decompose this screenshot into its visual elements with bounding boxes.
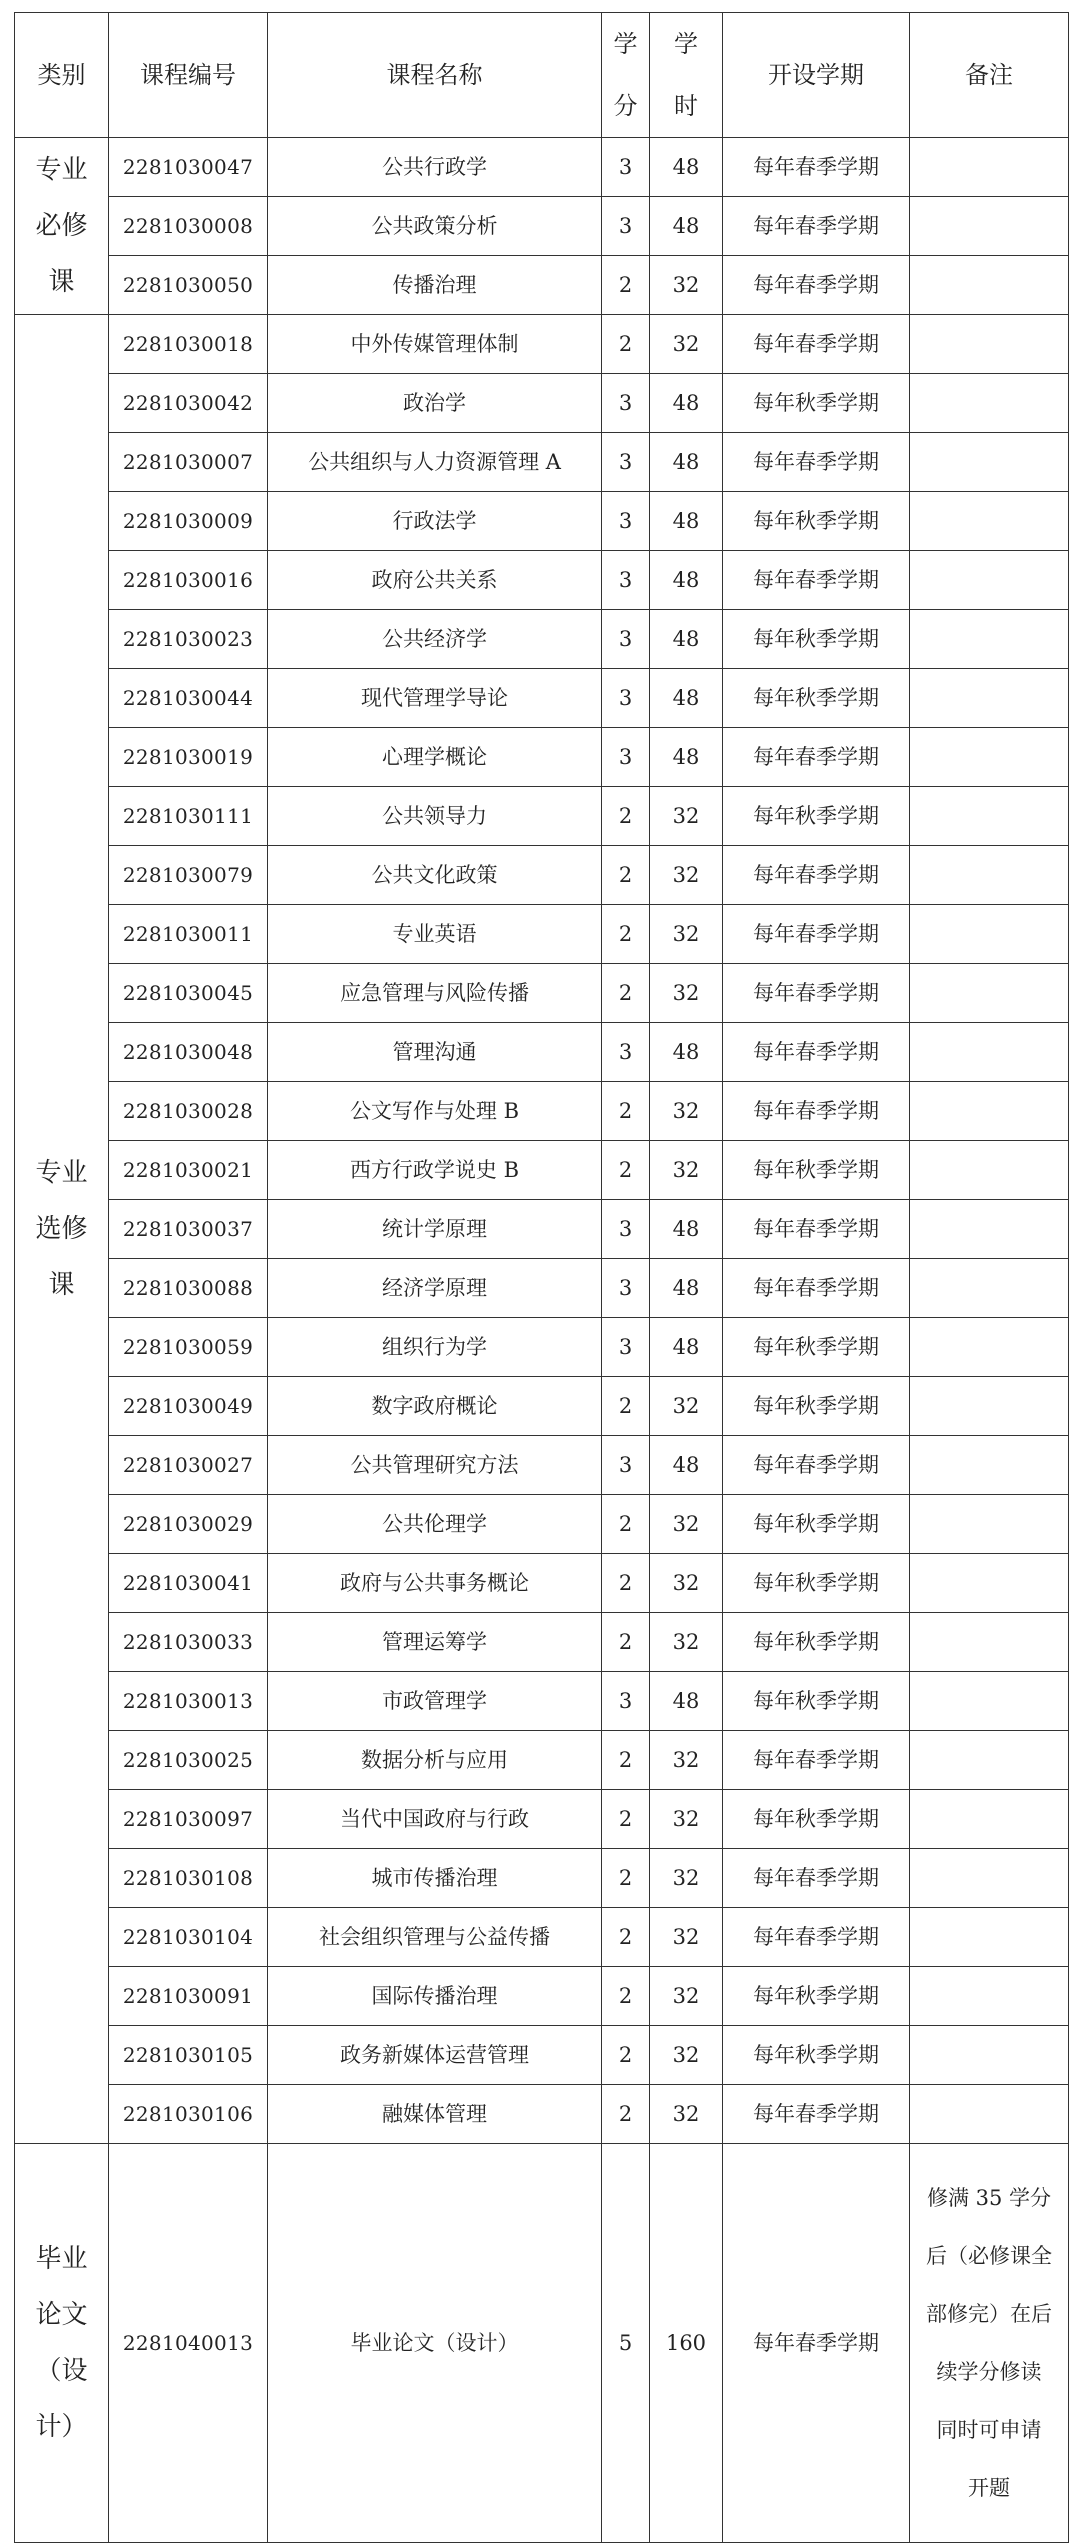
hours-cell: 48 — [650, 138, 723, 197]
header-hours — [650, 13, 723, 138]
course-code-cell: 2281030049 — [109, 1377, 268, 1436]
hours-cell: 48 — [650, 1023, 723, 1082]
credit-cell: 3 — [602, 433, 650, 492]
course-code-cell: 2281030028 — [109, 1082, 268, 1141]
table-row — [15, 315, 1069, 374]
semester-cell: 每年秋季学期 — [723, 1554, 910, 1613]
category-label-line: 专业 — [35, 155, 88, 185]
table-row — [15, 1436, 1069, 1495]
table-row — [15, 1613, 1069, 1672]
hours-cell: 32 — [650, 905, 723, 964]
category-label-line: 毕业 — [35, 2244, 88, 2274]
remark-cell — [910, 1436, 1069, 1495]
course-code-cell: 2281030047 — [109, 138, 268, 197]
header-course-code: 课程编号 — [109, 13, 268, 138]
category-label-line: 课 — [48, 1270, 75, 1300]
course-table — [14, 12, 1069, 2543]
course-name-cell: 公共文化政策 — [268, 846, 602, 905]
remark-cell — [910, 1318, 1069, 1377]
remark-cell — [910, 905, 1069, 964]
table-row — [15, 2144, 1069, 2543]
course-name-cell: 数据分析与应用 — [268, 1731, 602, 1790]
table-row — [15, 669, 1069, 728]
table-row — [15, 964, 1069, 1023]
course-code-cell: 2281030088 — [109, 1259, 268, 1318]
credit-cell: 2 — [602, 1849, 650, 1908]
hours-cell: 160 — [650, 2144, 723, 2543]
remark-cell — [910, 1200, 1069, 1259]
course-code-cell: 2281030079 — [109, 846, 268, 905]
remark-cell — [910, 728, 1069, 787]
remark-cell — [910, 787, 1069, 846]
hours-cell: 32 — [650, 315, 723, 374]
credit-cell: 5 — [602, 2144, 650, 2543]
course-name-cell: 公共组织与人力资源管理 A — [268, 433, 602, 492]
course-name-cell: 数字政府概论 — [268, 1377, 602, 1436]
course-code-cell: 2281030106 — [109, 2085, 268, 2144]
course-code-cell: 2281030018 — [109, 315, 268, 374]
remark-cell — [910, 1967, 1069, 2026]
table-row — [15, 787, 1069, 846]
credit-cell: 2 — [602, 256, 650, 315]
remark-cell — [910, 1613, 1069, 1672]
course-code-cell: 2281030033 — [109, 1613, 268, 1672]
remark-cell — [910, 964, 1069, 1023]
remark-cell — [910, 2026, 1069, 2085]
credit-cell: 3 — [602, 197, 650, 256]
remark-cell — [910, 1790, 1069, 1849]
remark-cell — [910, 197, 1069, 256]
hours-cell: 32 — [650, 2085, 723, 2144]
hours-cell: 48 — [650, 433, 723, 492]
table-row — [15, 1495, 1069, 1554]
hours-cell: 48 — [650, 1259, 723, 1318]
course-code-cell: 2281030091 — [109, 1967, 268, 2026]
course-name-cell: 现代管理学导论 — [268, 669, 602, 728]
hours-cell: 32 — [650, 1495, 723, 1554]
remark-cell — [910, 374, 1069, 433]
hours-cell: 48 — [650, 669, 723, 728]
course-name-cell: 政务新媒体运营管理 — [268, 2026, 602, 2085]
remark-line: 同时可申请 — [936, 2418, 1042, 2442]
table-row — [15, 138, 1069, 197]
table-row — [15, 1967, 1069, 2026]
hours-cell: 48 — [650, 1672, 723, 1731]
hours-cell: 32 — [650, 1377, 723, 1436]
table-row — [15, 2085, 1069, 2144]
course-name-cell: 应急管理与风险传播 — [268, 964, 602, 1023]
course-name-cell: 公共伦理学 — [268, 1495, 602, 1554]
course-name-cell: 当代中国政府与行政 — [268, 1790, 602, 1849]
course-name-cell: 公共领导力 — [268, 787, 602, 846]
hours-cell: 48 — [650, 728, 723, 787]
semester-cell: 每年春季学期 — [723, 728, 910, 787]
course-code-cell: 2281030059 — [109, 1318, 268, 1377]
header-remark: 备注 — [910, 13, 1069, 138]
semester-cell: 每年春季学期 — [723, 256, 910, 315]
credit-cell: 3 — [602, 1200, 650, 1259]
semester-cell: 每年春季学期 — [723, 1731, 910, 1790]
course-code-cell: 2281030097 — [109, 1790, 268, 1849]
table-row — [15, 433, 1069, 492]
table-row — [15, 1318, 1069, 1377]
hours-cell: 32 — [650, 1141, 723, 1200]
table-row — [15, 1082, 1069, 1141]
credit-cell: 2 — [602, 1495, 650, 1554]
course-code-cell: 2281030044 — [109, 669, 268, 728]
credit-cell: 3 — [602, 1259, 650, 1318]
course-name-cell: 统计学原理 — [268, 1200, 602, 1259]
table-row — [15, 1023, 1069, 1082]
header-semester: 开设学期 — [723, 13, 910, 138]
course-name-cell: 心理学概论 — [268, 728, 602, 787]
semester-cell: 每年春季学期 — [723, 1023, 910, 1082]
course-code-cell: 2281030111 — [109, 787, 268, 846]
semester-cell: 每年春季学期 — [723, 2085, 910, 2144]
course-code-cell: 2281030008 — [109, 197, 268, 256]
semester-cell: 每年春季学期 — [723, 964, 910, 1023]
course-code-cell: 2281030037 — [109, 1200, 268, 1259]
semester-cell: 每年春季学期 — [723, 1849, 910, 1908]
header-credit-char-1: 学 — [613, 30, 638, 58]
course-code-cell: 2281030045 — [109, 964, 268, 1023]
hours-cell: 48 — [650, 492, 723, 551]
category-label-line: 专业 — [35, 1158, 88, 1188]
semester-cell: 每年秋季学期 — [723, 374, 910, 433]
header-hours-char-1: 学 — [674, 30, 698, 58]
semester-cell: 每年秋季学期 — [723, 1613, 910, 1672]
credit-cell: 3 — [602, 138, 650, 197]
course-name-cell: 公共政策分析 — [268, 197, 602, 256]
category-cell — [15, 2144, 109, 2543]
semester-cell: 每年春季学期 — [723, 433, 910, 492]
category-label-line: 计） — [35, 2412, 88, 2442]
remark-cell — [910, 1377, 1069, 1436]
course-table-container — [14, 12, 1068, 2507]
remark-cell — [910, 1849, 1069, 1908]
remark-cell — [910, 846, 1069, 905]
hours-cell: 32 — [650, 1082, 723, 1141]
table-row — [15, 1200, 1069, 1259]
remark-line: 部修完）在后 — [926, 2302, 1052, 2326]
course-name-cell: 公文写作与处理 B — [268, 1082, 602, 1141]
remark-cell — [910, 315, 1069, 374]
semester-cell: 每年秋季学期 — [723, 1318, 910, 1377]
credit-cell: 2 — [602, 1082, 650, 1141]
table-row — [15, 374, 1069, 433]
hours-cell: 48 — [650, 1318, 723, 1377]
credit-cell: 2 — [602, 1967, 650, 2026]
credit-cell: 3 — [602, 1436, 650, 1495]
remark-line: 续学分修读 — [936, 2360, 1042, 2384]
table-row — [15, 1731, 1069, 1790]
table-row — [15, 2026, 1069, 2085]
hours-cell: 32 — [650, 1613, 723, 1672]
hours-cell: 48 — [650, 197, 723, 256]
course-name-cell: 城市传播治理 — [268, 1849, 602, 1908]
semester-cell: 每年春季学期 — [723, 197, 910, 256]
course-name-cell: 西方行政学说史 B — [268, 1141, 602, 1200]
table-row — [15, 1672, 1069, 1731]
table-row — [15, 492, 1069, 551]
credit-cell: 2 — [602, 1613, 650, 1672]
table-row — [15, 1790, 1069, 1849]
course-code-cell: 2281030009 — [109, 492, 268, 551]
credit-cell: 3 — [602, 728, 650, 787]
semester-cell: 每年春季学期 — [723, 315, 910, 374]
remark-cell — [910, 1672, 1069, 1731]
hours-cell: 32 — [650, 1849, 723, 1908]
credit-cell: 2 — [602, 1731, 650, 1790]
hours-cell: 32 — [650, 1967, 723, 2026]
course-code-cell: 2281040013 — [109, 2144, 268, 2543]
course-code-cell: 2281030041 — [109, 1554, 268, 1613]
category-cell — [15, 315, 109, 2144]
semester-cell: 每年秋季学期 — [723, 1495, 910, 1554]
credit-cell: 2 — [602, 1377, 650, 1436]
semester-cell: 每年春季学期 — [723, 846, 910, 905]
hours-cell: 32 — [650, 2026, 723, 2085]
semester-cell: 每年春季学期 — [723, 1436, 910, 1495]
category-label-line: 论文 — [35, 2300, 88, 2330]
course-code-cell: 2281030016 — [109, 551, 268, 610]
credit-cell: 3 — [602, 1318, 650, 1377]
credit-cell: 2 — [602, 964, 650, 1023]
course-name-cell: 管理运筹学 — [268, 1613, 602, 1672]
category-label-line: 必修 — [35, 211, 88, 241]
hours-cell: 48 — [650, 374, 723, 433]
credit-cell: 2 — [602, 905, 650, 964]
remark-cell — [910, 1731, 1069, 1790]
category-label-line: 选修 — [35, 1214, 88, 1244]
credit-cell: 3 — [602, 551, 650, 610]
remark-cell — [910, 256, 1069, 315]
table-row — [15, 728, 1069, 787]
course-name-cell: 经济学原理 — [268, 1259, 602, 1318]
remark-line: 修满 35 学分 — [926, 2186, 1052, 2210]
remark-cell — [910, 1908, 1069, 1967]
course-code-cell: 2281030042 — [109, 374, 268, 433]
course-code-cell: 2281030105 — [109, 2026, 268, 2085]
table-row — [15, 1554, 1069, 1613]
hours-cell: 48 — [650, 610, 723, 669]
course-name-cell: 组织行为学 — [268, 1318, 602, 1377]
course-name-cell: 政府公共关系 — [268, 551, 602, 610]
header-credit — [602, 13, 650, 138]
hours-cell: 48 — [650, 551, 723, 610]
credit-cell: 2 — [602, 1790, 650, 1849]
semester-cell: 每年春季学期 — [723, 905, 910, 964]
semester-cell: 每年春季学期 — [723, 1908, 910, 1967]
course-name-cell: 国际传播治理 — [268, 1967, 602, 2026]
remark-cell — [910, 1023, 1069, 1082]
header-row — [15, 13, 1069, 138]
course-name-cell: 政府与公共事务概论 — [268, 1554, 602, 1613]
credit-cell: 2 — [602, 2026, 650, 2085]
course-name-cell: 市政管理学 — [268, 1672, 602, 1731]
course-name-cell: 政治学 — [268, 374, 602, 433]
semester-cell: 每年春季学期 — [723, 138, 910, 197]
remark-cell — [910, 1259, 1069, 1318]
credit-cell: 3 — [602, 610, 650, 669]
remark-cell — [910, 1495, 1069, 1554]
semester-cell: 每年秋季学期 — [723, 1790, 910, 1849]
semester-cell: 每年秋季学期 — [723, 787, 910, 846]
remark-cell — [910, 2085, 1069, 2144]
table-row — [15, 197, 1069, 256]
semester-cell: 每年春季学期 — [723, 1082, 910, 1141]
remark-line: 开题 — [968, 2476, 1010, 2500]
course-code-cell: 2281030027 — [109, 1436, 268, 1495]
semester-cell: 每年春季学期 — [723, 1259, 910, 1318]
credit-cell: 2 — [602, 1908, 650, 1967]
course-code-cell: 2281030007 — [109, 433, 268, 492]
credit-cell: 2 — [602, 315, 650, 374]
remark-cell — [910, 551, 1069, 610]
semester-cell: 每年秋季学期 — [723, 669, 910, 728]
course-name-cell: 融媒体管理 — [268, 2085, 602, 2144]
hours-cell: 48 — [650, 1200, 723, 1259]
credit-cell: 2 — [602, 846, 650, 905]
semester-cell: 每年春季学期 — [723, 551, 910, 610]
course-code-cell: 2281030029 — [109, 1495, 268, 1554]
credit-cell: 2 — [602, 787, 650, 846]
course-code-cell: 2281030108 — [109, 1849, 268, 1908]
course-code-cell: 2281030048 — [109, 1023, 268, 1082]
hours-cell: 32 — [650, 964, 723, 1023]
course-name-cell: 毕业论文（设计） — [268, 2144, 602, 2543]
table-row — [15, 905, 1069, 964]
credit-cell: 3 — [602, 1672, 650, 1731]
credit-cell: 2 — [602, 2085, 650, 2144]
remark-cell — [910, 610, 1069, 669]
semester-cell: 每年秋季学期 — [723, 1141, 910, 1200]
credit-cell: 3 — [602, 374, 650, 433]
header-category: 类别 — [15, 13, 109, 138]
semester-cell: 每年春季学期 — [723, 2144, 910, 2543]
hours-cell: 32 — [650, 1790, 723, 1849]
table-row — [15, 1849, 1069, 1908]
credit-cell: 3 — [602, 492, 650, 551]
credit-cell: 2 — [602, 1141, 650, 1200]
course-name-cell: 管理沟通 — [268, 1023, 602, 1082]
course-name-cell: 公共行政学 — [268, 138, 602, 197]
remark-cell — [910, 138, 1069, 197]
table-body — [15, 138, 1069, 2543]
remark-cell — [910, 1554, 1069, 1613]
hours-cell: 32 — [650, 846, 723, 905]
semester-cell: 每年秋季学期 — [723, 1967, 910, 2026]
remark-cell — [910, 2144, 1069, 2543]
semester-cell: 每年秋季学期 — [723, 1672, 910, 1731]
remark-cell — [910, 1082, 1069, 1141]
hours-cell: 32 — [650, 1731, 723, 1790]
semester-cell: 每年春季学期 — [723, 1200, 910, 1259]
header-credit-char-2: 分 — [613, 92, 638, 120]
semester-cell: 每年秋季学期 — [723, 2026, 910, 2085]
semester-cell: 每年秋季学期 — [723, 610, 910, 669]
course-code-cell: 2281030021 — [109, 1141, 268, 1200]
course-name-cell: 专业英语 — [268, 905, 602, 964]
course-code-cell: 2281030104 — [109, 1908, 268, 1967]
semester-cell: 每年秋季学期 — [723, 492, 910, 551]
credit-cell: 3 — [602, 669, 650, 728]
course-name-cell: 社会组织管理与公益传播 — [268, 1908, 602, 1967]
credit-cell: 3 — [602, 1023, 650, 1082]
course-code-cell: 2281030050 — [109, 256, 268, 315]
course-name-cell: 公共管理研究方法 — [268, 1436, 602, 1495]
course-code-cell: 2281030025 — [109, 1731, 268, 1790]
course-code-cell: 2281030023 — [109, 610, 268, 669]
table-row — [15, 1908, 1069, 1967]
course-code-cell: 2281030011 — [109, 905, 268, 964]
table-row — [15, 846, 1069, 905]
remark-cell — [910, 669, 1069, 728]
remark-line: 后（必修课全 — [926, 2244, 1052, 2268]
header-course-name: 课程名称 — [268, 13, 602, 138]
remark-cell — [910, 433, 1069, 492]
course-code-cell: 2281030019 — [109, 728, 268, 787]
table-row — [15, 1259, 1069, 1318]
hours-cell: 32 — [650, 256, 723, 315]
remark-cell — [910, 492, 1069, 551]
course-name-cell: 传播治理 — [268, 256, 602, 315]
hours-cell: 32 — [650, 787, 723, 846]
course-name-cell: 公共经济学 — [268, 610, 602, 669]
table-row — [15, 1141, 1069, 1200]
course-name-cell: 中外传媒管理体制 — [268, 315, 602, 374]
course-code-cell: 2281030013 — [109, 1672, 268, 1731]
course-name-cell: 行政法学 — [268, 492, 602, 551]
header-hours-char-2: 时 — [674, 92, 698, 120]
remark-cell — [910, 1141, 1069, 1200]
category-label-line: （设 — [35, 2356, 88, 2386]
category-label-line: 课 — [48, 267, 75, 297]
category-cell — [15, 138, 109, 315]
table-row — [15, 256, 1069, 315]
table-row — [15, 1377, 1069, 1436]
semester-cell: 每年秋季学期 — [723, 1377, 910, 1436]
hours-cell: 48 — [650, 1436, 723, 1495]
hours-cell: 32 — [650, 1554, 723, 1613]
table-row — [15, 610, 1069, 669]
credit-cell: 2 — [602, 1554, 650, 1613]
table-row — [15, 551, 1069, 610]
hours-cell: 32 — [650, 1908, 723, 1967]
